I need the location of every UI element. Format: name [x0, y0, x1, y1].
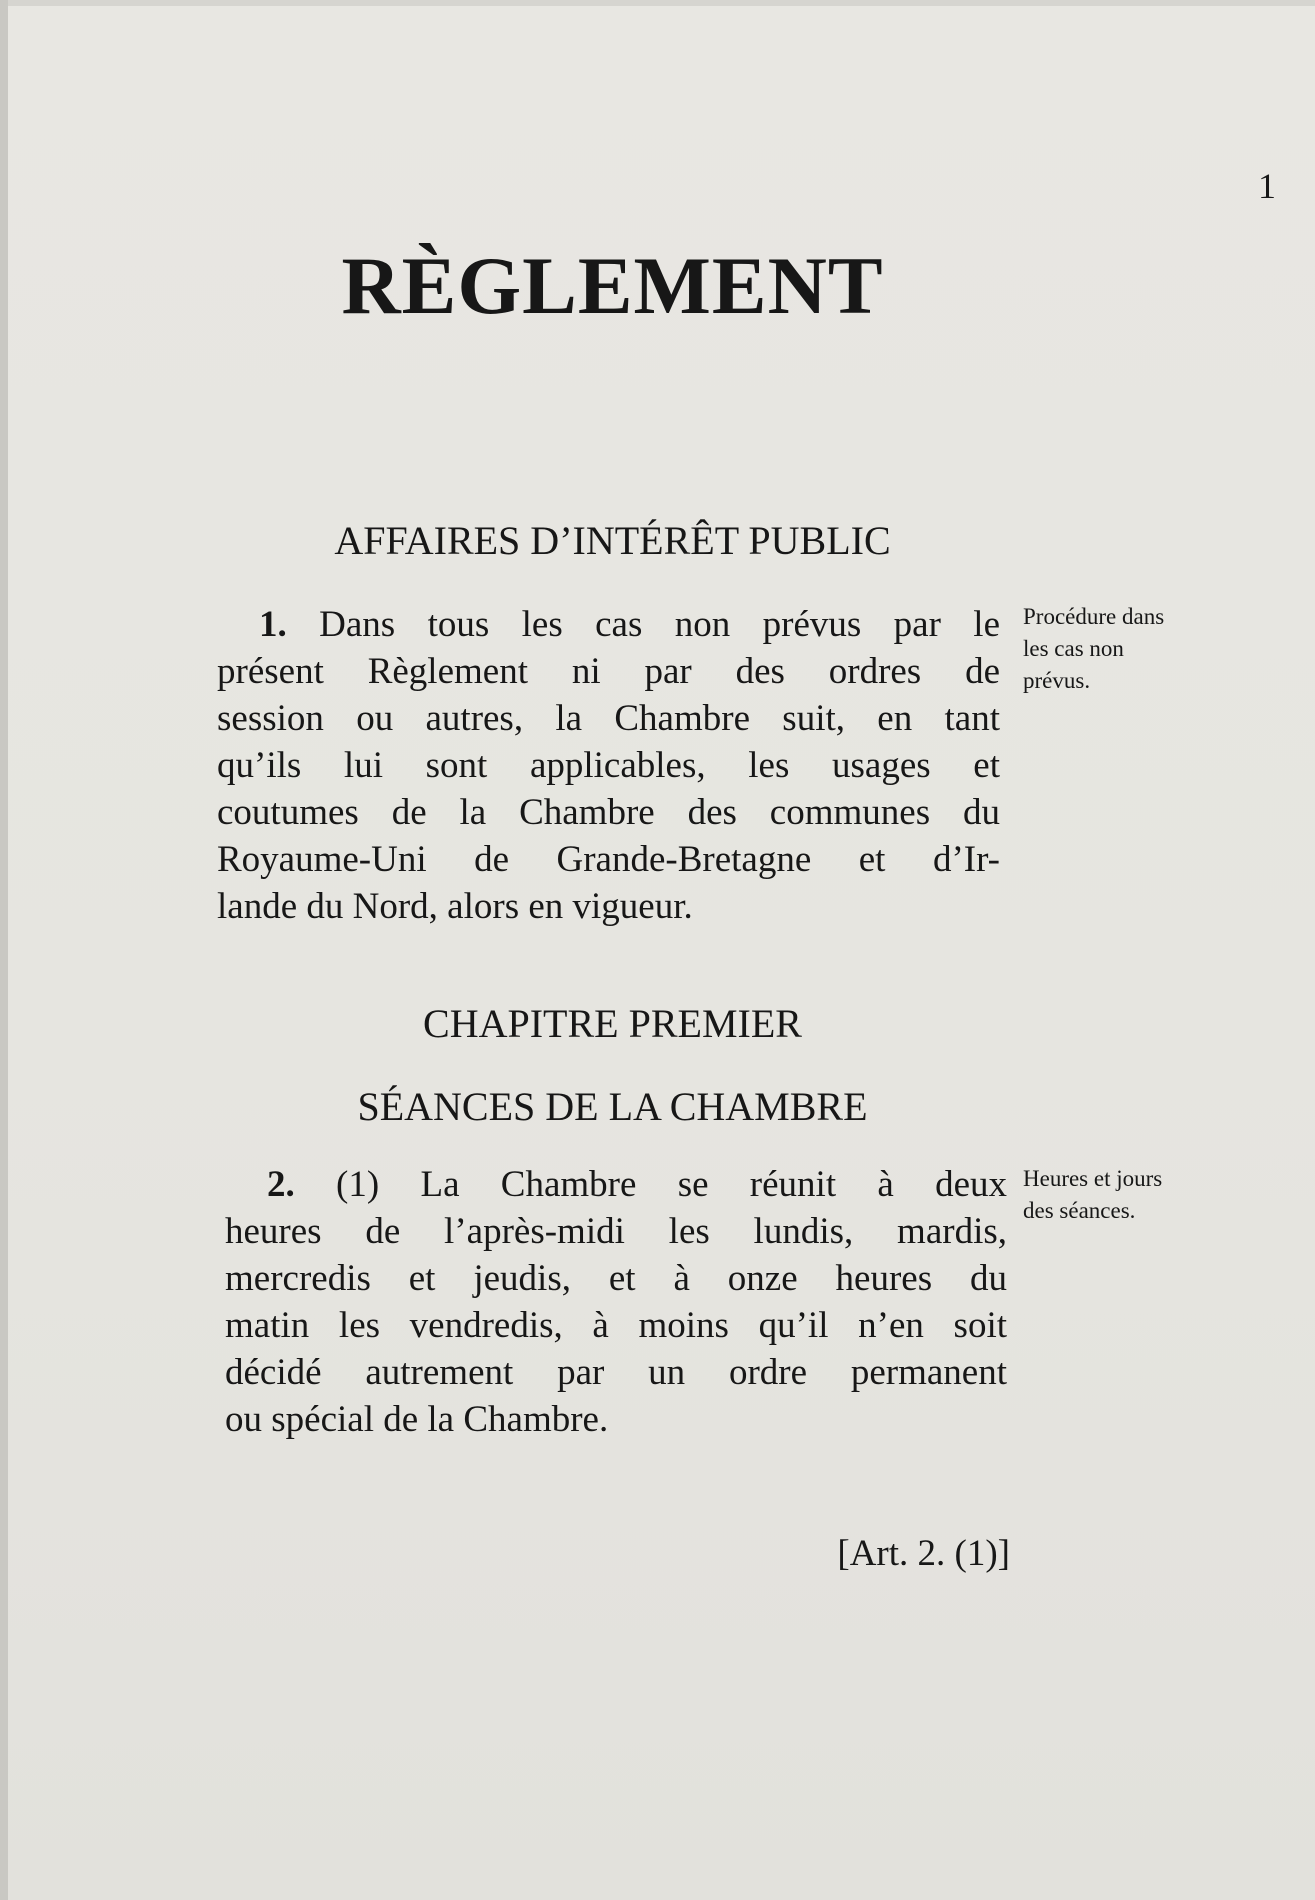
article-1-line	[217, 601, 1000, 648]
article-1-line-text: Dans tous les cas non prévus par le	[319, 604, 1001, 645]
margin-note-article-1	[1023, 601, 1243, 697]
article-2-line: ou spécial de la Chambre.	[225, 1399, 609, 1440]
article-reference-footer: [Art. 2. (1)]	[837, 1533, 1010, 1574]
section-heading-public-business: AFFAIRES D’INTÉRÊT PUBLIC	[334, 518, 891, 563]
margin-note-line: prévus.	[1023, 668, 1091, 693]
article-1-paragraph	[217, 601, 1000, 930]
article-2-paragraph	[225, 1161, 1007, 1443]
chapter-subheading: SÉANCES DE LA CHAMBRE	[357, 1084, 868, 1129]
margin-note-line: Heures et jours	[1023, 1166, 1163, 1191]
document-title: RÈGLEMENT	[341, 240, 884, 331]
article-2-line: heures de l’après-midi les lundis, mardis,	[225, 1211, 1007, 1252]
page-binding-edge	[0, 0, 8, 1900]
page-top-edge	[0, 0, 1315, 6]
article-1-line: coutumes de la Chambre des communes du	[217, 792, 1000, 833]
margin-note-line: des séances.	[1023, 1198, 1136, 1223]
article-2-line	[225, 1161, 1007, 1208]
page-number: 1	[1258, 166, 1276, 206]
article-2-line-text: (1) La Chambre se réunit à deux	[336, 1164, 1008, 1205]
margin-note-article-2	[1023, 1163, 1243, 1227]
article-1-line: session ou autres, la Chambre suit, en tant	[217, 698, 1000, 739]
margin-note-line: Procédure dans	[1023, 604, 1165, 629]
article-1-line: lande du Nord, alors en vigueur.	[217, 886, 693, 927]
margin-note-line: les cas non	[1023, 636, 1124, 661]
article-1-line: Royaume-Uni de Grande-Bretagne et d’Ir-	[217, 839, 1000, 880]
article-2-line: décidé autrement par un ordre permanent	[225, 1352, 1007, 1393]
chapter-heading: CHAPITRE PREMIER	[423, 1001, 802, 1046]
article-2-line: mercredis et jeudis, et à onze heures du	[225, 1258, 1007, 1299]
article-1-number: 1.	[259, 604, 287, 645]
article-1-line: présent Règlement ni par des ordres de	[217, 651, 1000, 692]
article-2-line: matin les vendredis, à moins qu’il n’en soit	[225, 1305, 1007, 1346]
article-1-line: qu’ils lui sont applicables, les usages et	[217, 745, 1000, 786]
article-2-number: 2.	[267, 1164, 295, 1205]
